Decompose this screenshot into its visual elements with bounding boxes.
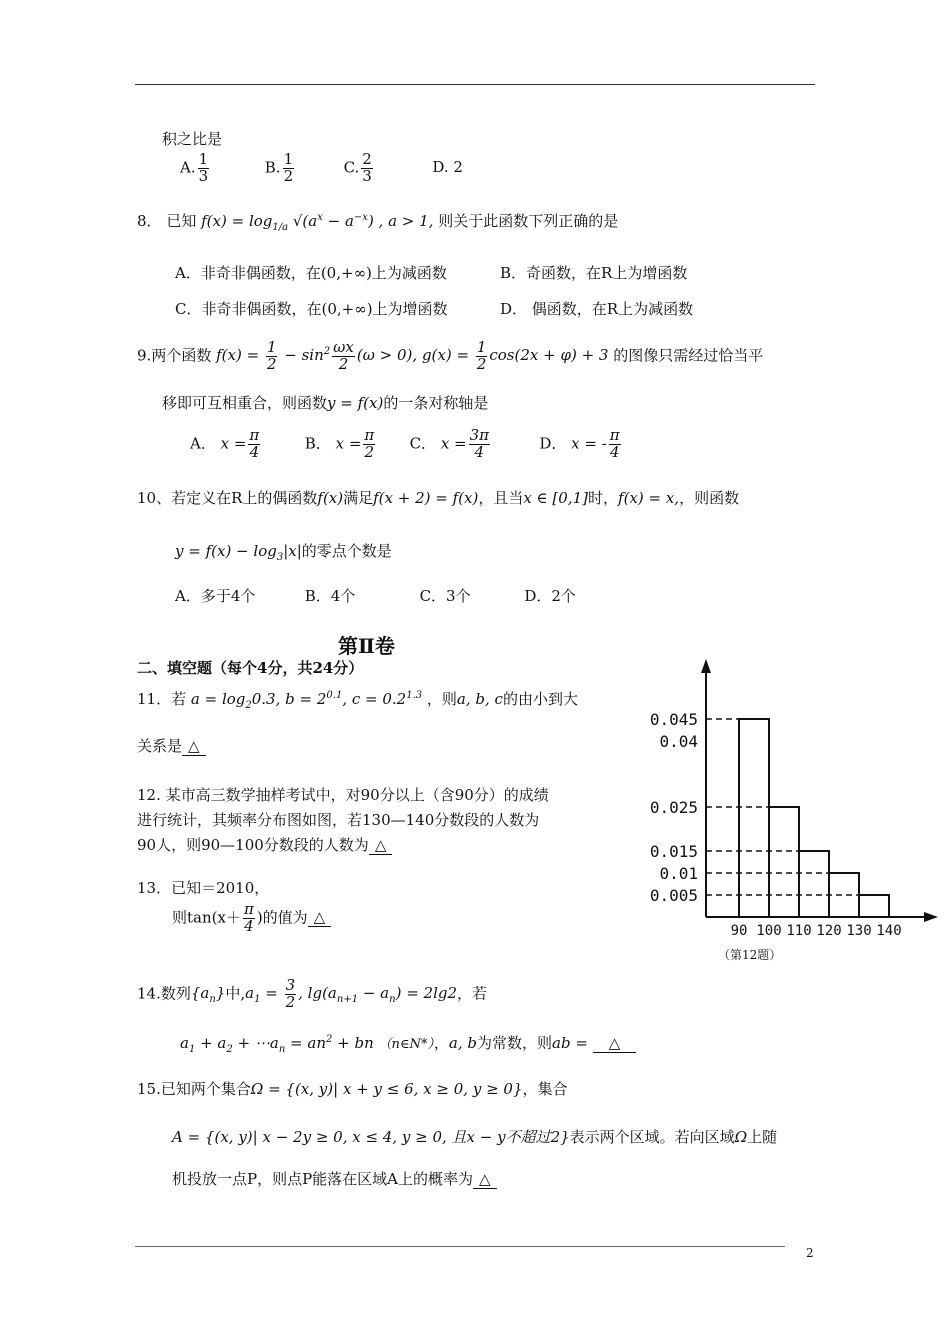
q9-stem: 9.两个函数 f(x) = $\frac{1}{2}$ − $\sin^2$ $\frac{\omega x}{2}$ (ω > 0), g(x) = $\frac{1}{2}$ cos(2x + φ) + 3 的图像只需经过恰当平 bbox=[137, 338, 764, 373]
q10-line2: $y = f(x) - \log_3|x|$的零点个数是 bbox=[175, 542, 392, 563]
q9-options bbox=[190, 428, 623, 461]
y-tick-label: 0.04 bbox=[659, 732, 698, 751]
q7-option-a: A. $\frac{1}{3}$ bbox=[180, 150, 209, 185]
q7-options bbox=[180, 152, 463, 185]
q12-line2: 进行统计，其频率分布图如图，若130—140分数段的人数为 bbox=[137, 811, 540, 829]
section2-heading: 二、填空题（每个4分，共24分） bbox=[137, 659, 364, 677]
q8-stem: 8． 已知 $f(x) = \log_{1/a} √(a^x - a^{-x})$ , a > 1, 则关于此函数下列正确的是 bbox=[137, 212, 619, 233]
q10-option-c: C．3个 bbox=[419, 587, 471, 605]
q10-options bbox=[175, 585, 576, 606]
q10-option-b: B．4个 bbox=[304, 587, 356, 605]
q8-option-a: A．非奇非偶函数，在(0,+∞)上为减函数 bbox=[175, 264, 447, 282]
q8-option-d: D． 偶函数，在R上为减函数 bbox=[500, 300, 694, 318]
q11-line2: 关系是 △ bbox=[137, 735, 206, 756]
part2-title: 第Ⅱ卷 bbox=[338, 634, 395, 658]
x-tick-label: 110 bbox=[786, 923, 812, 939]
q9-option-a: A． x = $\frac{\pi}{4}$ bbox=[190, 426, 260, 461]
q9-option-c: C． x = $\frac{3\pi}{4}$ bbox=[409, 426, 490, 461]
y-tick-label: 0.045 bbox=[649, 710, 698, 729]
q15-line3: 机投放一点P，则点P能落在区域A上的概率为 △ bbox=[172, 1168, 497, 1189]
x-tick-label: 130 bbox=[846, 923, 872, 939]
y-tick-label: 0.015 bbox=[649, 842, 698, 861]
q7-option-b: B. $\frac{1}{2}$ bbox=[264, 150, 294, 185]
footer-rule bbox=[135, 1246, 785, 1247]
q8-option-c: C．非奇非偶函数，在(0,+∞)上为增函数 bbox=[175, 300, 448, 318]
q14-answer-blank[interactable]: △ bbox=[593, 1034, 637, 1053]
q7-stem-tail: 积之比是 bbox=[162, 130, 223, 148]
q13-answer-blank[interactable]: △ bbox=[308, 908, 332, 927]
q8-formula: $f(x) = \log_{1/a} √(a^x - a^{-x})$ , a > 1, bbox=[201, 212, 434, 233]
q12-line3: 90人，则90—100分数段的人数为 △ bbox=[137, 834, 392, 855]
q9-option-b: B． x = $\frac{\pi}{2}$ bbox=[304, 426, 375, 461]
q15-answer-blank[interactable]: △ bbox=[473, 1170, 497, 1189]
q8-option-b: B．奇函数，在R上为增函数 bbox=[500, 264, 688, 282]
header-rule bbox=[135, 84, 815, 85]
histogram-bar bbox=[739, 719, 769, 917]
q7-option-c: C. $\frac{2}{3}$ bbox=[343, 150, 372, 185]
page-number: 2 bbox=[806, 1246, 814, 1260]
histogram-bar bbox=[829, 873, 859, 917]
x-tick-label: 90 bbox=[730, 923, 748, 939]
y-tick-label: 0.01 bbox=[659, 864, 698, 883]
q12-answer-blank[interactable]: △ bbox=[369, 836, 393, 855]
x-tick-label: 100 bbox=[756, 923, 782, 939]
q14-line2: $a_1 + a_2$ + $\cdots a_n = an^2$ + bn （n∈N*），a, b为常数，则ab = △ bbox=[180, 1032, 636, 1055]
y-tick-label: 0.005 bbox=[649, 886, 698, 905]
q12-line1: 12. 某市高三数学抽样考试中，对90分以上（含90分）的成绩 bbox=[137, 786, 549, 804]
q12-histogram bbox=[628, 655, 943, 960]
q11-stem: 11．若 $a = \log_20.3$, $b = 2^{0.1}$, $c = 0.2^{1.3}$ ，则a, b, c的由小到大 bbox=[137, 690, 578, 711]
q9-option-d: D． x = - $\frac{\pi}{4}$ bbox=[539, 426, 620, 461]
q12-figure-caption: （第12题） bbox=[718, 948, 782, 962]
q15-line2: A = {(x, y)| x − 2y ≥ 0, x ≤ 4, y ≥ 0, 且x − y不超过2}表示两个区域。若向区域Ω上随 bbox=[172, 1128, 778, 1146]
histogram-bar bbox=[859, 895, 889, 917]
q10-option-d: D．2个 bbox=[524, 587, 576, 605]
y-axis-arrow bbox=[701, 659, 711, 673]
x-tick-label: 120 bbox=[816, 923, 842, 939]
q13-line2: 则tan(x＋ $\frac{\pi}{4}$ )的值为 △ bbox=[172, 902, 331, 935]
q11-answer-blank[interactable]: △ bbox=[182, 737, 206, 756]
q9-line2: 移即可互相重合，则函数y = f(x)的一条对称轴是 bbox=[162, 394, 489, 412]
histogram-bar bbox=[799, 851, 829, 917]
q9-formula: f(x) = $\frac{1}{2}$ − $\sin^2$ $\frac{\omega x}{2}$ (ω > 0), g(x) = $\frac{1}{2}$ cos(2x + φ) + 3 bbox=[216, 338, 609, 373]
q7-option-d: D. 2 bbox=[432, 158, 463, 177]
q14-stem: 14.数列$\{a_n\}$中$,a_1$ = $\frac{3}{2}$ , $\lg(a_{n+1} - a_n) = 2\lg 2$，若 bbox=[137, 976, 488, 1011]
x-axis-arrow bbox=[924, 912, 938, 922]
histogram-bar bbox=[769, 807, 799, 917]
y-tick-label: 0.025 bbox=[649, 798, 698, 817]
q15-stem: 15.已知两个集合Ω = {(x, y)| x + y ≤ 6, x ≥ 0, y ≥ 0}，集合 bbox=[137, 1080, 568, 1098]
q13-line1: 13．已知＝2010， bbox=[137, 879, 270, 897]
q10-option-a: A．多于4个 bbox=[175, 587, 256, 605]
q10-stem: 10、若定义在R上的偶函数f(x)满足f(x + 2) = f(x)，且当x ∈ [0,1]时，f(x) = x,，则函数 bbox=[137, 489, 740, 507]
x-tick-label: 140 bbox=[876, 923, 902, 939]
